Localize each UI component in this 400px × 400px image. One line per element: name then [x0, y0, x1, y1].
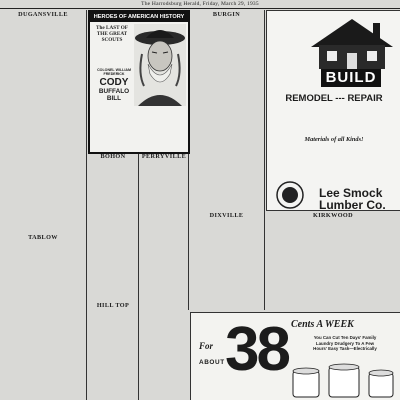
cents-ad-line3: Hours' Easy Task—Electrically: [313, 346, 377, 351]
buffalo-bill-portrait-icon: [134, 24, 186, 106]
kirkwood-body-right: [334, 222, 398, 310]
build-ad-intro: [271, 107, 397, 135]
column-rule: [86, 10, 87, 400]
cents-ad-about: ABOUT: [199, 359, 225, 366]
heroes-ad-name-line3: BUFFALO BILL: [98, 87, 130, 102]
hilltop-body: [90, 312, 136, 400]
burgin-body: [192, 21, 262, 211]
kirkwood-body-left: [268, 222, 330, 310]
duganville-header: DUGANSVILLE: [18, 11, 68, 18]
kirkwood-header: KIRKWOOD: [313, 212, 353, 219]
build-ad-company: Lee Smock Lumber Co.: [319, 186, 386, 211]
heroes-ad-name: [93, 68, 135, 102]
burgin-header: BURGIN: [212, 11, 241, 18]
bohon-header: BOHON: [100, 153, 126, 160]
duganville-body: [3, 21, 84, 231]
column-rule: [138, 152, 139, 400]
column-rule: [264, 10, 265, 310]
cents-ad-lines: [291, 335, 399, 352]
cents-ad-line1: You Can Cut Ten Days' Family: [313, 335, 377, 340]
heroes-ad-title: HEROES OF AMERICAN HISTORY: [90, 12, 188, 22]
perryville-header: PERRYVILLE: [141, 153, 187, 160]
build-ad-word: BUILD: [321, 69, 381, 87]
top-rule: [0, 8, 400, 9]
hilltop-header: HILL TOP: [96, 302, 130, 309]
cents-a-week-ad: [190, 312, 400, 400]
heroes-ad-name-line2: CODY: [99, 76, 129, 88]
build-ad: [266, 10, 400, 211]
lumber-seal-icon: [273, 181, 307, 209]
tablow-body: [3, 244, 84, 400]
perryville-body: [141, 163, 187, 400]
heroes-ad-name-line1: COLONEL WILLIAM FREDERICK: [97, 68, 131, 77]
build-ad-materials: Materials of all Kinds!: [304, 136, 364, 143]
cents-ad-for: For: [199, 341, 214, 351]
bohon-body: [90, 163, 136, 299]
cents-ad-headline: Cents A WEEK: [291, 319, 354, 330]
heroes-ad-text: [93, 108, 185, 142]
dixville-header: DIXVILLE: [209, 212, 244, 219]
tablow-header: TABLOW: [28, 234, 58, 241]
cents-ad-amount: 38: [225, 315, 288, 384]
masthead: The Harrodsburg Herald, Friday, March 29, 1935: [141, 1, 259, 7]
build-ad-headline: REMODEL --- REPAIR: [285, 93, 383, 104]
heroes-ad: [88, 10, 190, 154]
washing-machine-icon: [289, 361, 397, 399]
build-ad-text: [271, 145, 397, 177]
house-icon: [307, 15, 397, 71]
heroes-ad-subtitle: The LAST OF THE GREAT SCOUTS: [96, 25, 128, 43]
cents-ad-line2: Laundry Drudgery To A Few: [315, 340, 375, 346]
dixville-body: [192, 222, 262, 310]
